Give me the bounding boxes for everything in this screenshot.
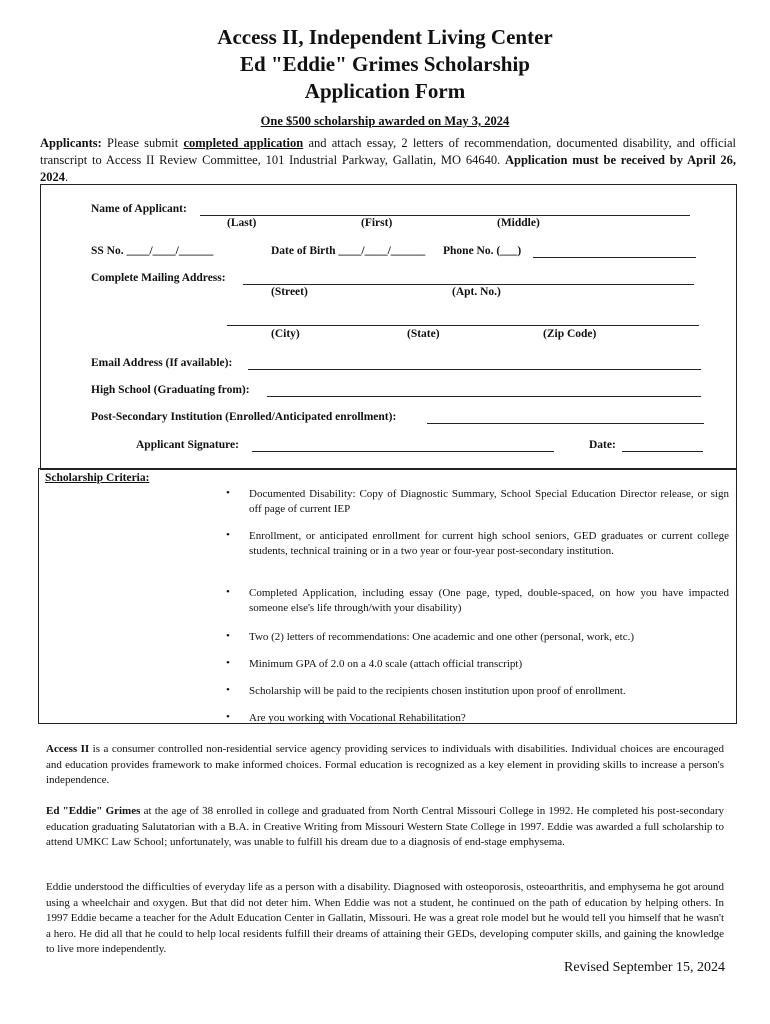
signature-field[interactable] [252, 451, 554, 452]
street-caption: (Street) [271, 286, 308, 298]
last-caption: (Last) [227, 217, 257, 229]
state-caption: (State) [407, 328, 440, 340]
criteria-heading: Scholarship Criteria: [45, 472, 150, 484]
applicants-text1: Please submit [101, 136, 184, 150]
phone-label: Phone No. (___) [443, 245, 522, 257]
zip-caption: (Zip Code) [543, 328, 597, 340]
bullet-icon: • [226, 586, 230, 598]
applicants-lead: Applicants: [40, 136, 102, 150]
street-field[interactable] [243, 284, 694, 285]
highschool-field[interactable] [267, 396, 701, 397]
bullet-icon: • [226, 684, 230, 696]
email-label: Email Address (If available): [91, 357, 233, 369]
criteria-item: Minimum GPA of 2.0 on a 4.0 scale (attach official transcript) [249, 658, 523, 670]
name-field[interactable] [200, 215, 690, 216]
apt-caption: (Apt. No.) [452, 286, 501, 298]
about-access-ii [46, 742, 724, 789]
postsecondary-field[interactable] [427, 423, 704, 424]
criteria-item: Are you working with Vocational Rehabilitation? [249, 712, 466, 724]
form-title-line1: Access II, Independent Living Center [217, 25, 553, 49]
about-eddie [46, 804, 724, 851]
applicants-end: . [65, 170, 69, 184]
applicants-instructions [40, 135, 736, 186]
deadline: Application must be received by April 26, 2024 [40, 153, 736, 184]
bullet-icon: • [226, 529, 230, 541]
about-eddie-life: Eddie understood the difficulties of everyday life as a person with a disability. Diagnosed with osteoporosis, osteoarthritis, and emphysema he got around using a wheelchair and oxygen. But that did not deter him. When Eddie was not a student, he continued on the path of education by helping others. In 1997 Eddie became a teacher for the Adult Education Center in Gallatin, Missouri. He was a great role model but he would tell you himself that he wasn't a hero. He did all that he could to help local residents fulfill their dreams of attaining their GEDs, developing computer skills, and gaining the knowledge to live more independently. [46, 881, 724, 955]
criteria-item: Completed Application, including essay (One page, typed, double-spaced, on how you have impacted someone else's life through/with your disability) [249, 587, 729, 614]
bullet-icon: • [226, 487, 230, 499]
city-caption: (City) [271, 328, 300, 340]
bullet-icon: • [226, 630, 230, 642]
dob-field[interactable]: Date of Birth ____/____/______ [271, 245, 426, 257]
address-label: Complete Mailing Address: [91, 272, 226, 284]
phone-field[interactable] [533, 257, 696, 258]
p2-lead: Ed "Eddie" Grimes [46, 805, 141, 817]
award-subtitle: One $500 scholarship awarded on May 3, 2024 [260, 114, 510, 128]
signature-label: Applicant Signature: [136, 439, 239, 451]
email-field[interactable] [248, 369, 701, 370]
middle-caption: (Middle) [497, 217, 540, 229]
name-label: Name of Applicant: [91, 203, 187, 215]
p2-text: at the age of 38 enrolled in college and graduated from North Central Missouri College in 1992. He completed his post-secondary education graduating Salutatorian with a B.A. in Creative Writing from Missouri Western State College in 1997. Eddie was awarded a full scholarship to attend UMKC Law School; unfortunately, was unable to fulfill his dream due to a diagnosis of end-stage emphysema. [46, 805, 724, 848]
criteria-item: Two (2) letters of recommendations: One academic and one other (personal, work, etc.) [249, 631, 634, 643]
city-state-zip-field[interactable] [227, 325, 699, 326]
criteria-item: Documented Disability: Copy of Diagnostic Summary, School Special Education Director release, or sign off page of current IEP [249, 488, 729, 515]
p1-lead: Access II [46, 743, 90, 755]
highschool-label: High School (Graduating from): [91, 384, 250, 396]
postsecondary-label: Post-Secondary Institution (Enrolled/Anticipated enrollment): [91, 411, 397, 423]
form-title-line3: Application Form [304, 79, 466, 103]
applicants-text2: and attach essay, 2 letters of recommendation, documented disability, and official transcript to Access II Review Committee, 101 Industrial Parkway, Gallatin, MO 64640. [40, 136, 736, 167]
date-field[interactable] [622, 451, 703, 452]
criteria-item: Scholarship will be paid to the recipients chosen institution upon proof of enrollment. [249, 685, 626, 697]
revised-date: Revised September 15, 2024 [564, 960, 725, 975]
completed-application: completed application [183, 136, 304, 150]
form-title-line2: Ed "Eddie" Grimes Scholarship [240, 52, 530, 76]
bullet-icon: • [226, 711, 230, 723]
criteria-item: Enrollment, or anticipated enrollment for current high school seniors, GED graduates or current college students, technical training or in a two year or four-year post-secondary institution. [249, 530, 729, 557]
bullet-icon: • [226, 657, 230, 669]
ssn-field[interactable]: SS No. ____/____/______ [91, 245, 214, 257]
date-label: Date: [589, 439, 616, 451]
first-caption: (First) [361, 217, 393, 229]
p1-text: is a consumer controlled non-residential service agency providing services to individuals with disabilities. Individual choices are encouraged and education provides framework to make informed choices. Formal education is recognized as a key element in providing skills to increase a person's independence. [46, 743, 724, 786]
